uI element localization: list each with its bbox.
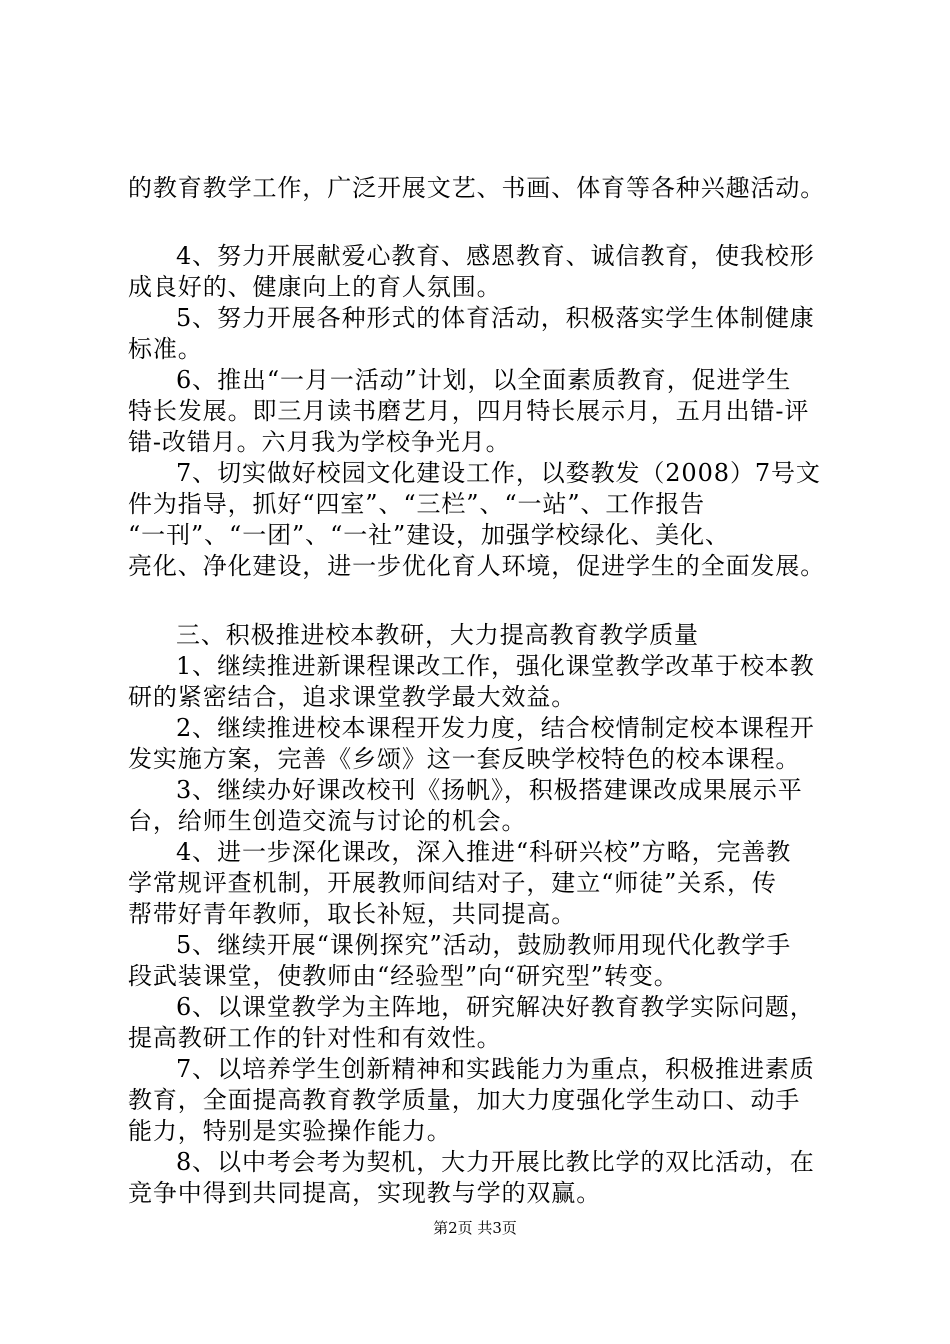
text-line: 学常规评查机制，开展教师间结对子，建立“师徒”关系，传 bbox=[128, 869, 777, 897]
text-line: 竞争中得到共同提高，实现教与学的双赢。 bbox=[128, 1179, 602, 1207]
text-line: 提高教研工作的针对性和有效性。 bbox=[128, 1024, 502, 1052]
text-line: “一刊”、“一团”、“一社”建设，加强学校绿化、美化、 bbox=[128, 521, 730, 549]
text-line: 1、继续推进新课程课改工作，强化课堂教学改革于校本教 bbox=[176, 652, 815, 680]
text-line: 成良好的、健康向上的育人氛围。 bbox=[128, 273, 502, 301]
text-line: 8、以中考会考为契机，大力开展比教比学的双比活动，在 bbox=[176, 1148, 815, 1176]
text-line: 5、努力开展各种形式的体育活动，积极落实学生体制健康 bbox=[176, 304, 815, 332]
text-line: 件为指导，抓好“四室”、“三栏”、“一站”、工作报告 bbox=[128, 490, 706, 518]
text-line: 特长发展。即三月读书磨艺月，四月特长展示月，五月出错-评 bbox=[128, 397, 810, 425]
text-line: 7、以培养学生创新精神和实践能力为重点，积极推进素质 bbox=[176, 1055, 815, 1083]
text-line: 台，给师生创造交流与讨论的机会。 bbox=[128, 807, 527, 835]
text-line: 6、推出“一月一活动”计划，以全面素质教育，促进学生 bbox=[176, 366, 792, 394]
text-line: 亮化、净化建设，进一步优化育人环境，促进学生的全面发展。 bbox=[128, 552, 826, 580]
text-line: 发实施方案，完善《乡颂》这一套反映学校特色的校本课程。 bbox=[128, 745, 801, 773]
text-line: 7、切实做好校园文化建设工作，以婺教发（2008）7号文 bbox=[176, 459, 821, 487]
text-line: 错-改错月。六月我为学校争光月。 bbox=[128, 428, 511, 456]
page-number-footer: 第2页 共3页 bbox=[433, 1219, 517, 1237]
text-line: 3、继续办好课改校刊《扬帆》，积极搭建课改成果展示平 bbox=[176, 776, 803, 804]
text-line: 标准。 bbox=[128, 335, 203, 363]
text-line: 教育，全面提高教育教学质量，加大力度强化学生动口、动手 bbox=[128, 1086, 801, 1114]
text-line: 段武装课堂，使教师由“经验型”向“研究型”转变。 bbox=[128, 962, 679, 990]
text-line: 5、继续开展“课例探究”活动，鼓励教师用现代化教学手 bbox=[176, 931, 792, 959]
text-line: 6、以课堂教学为主阵地，研究解决好教育教学实际问题， bbox=[176, 993, 815, 1021]
text-line: 研的紧密结合，追求课堂教学最大效益。 bbox=[128, 683, 577, 711]
text-line: 4、努力开展献爱心教育、感恩教育、诚信教育，使我校形 bbox=[176, 242, 815, 270]
text-line: 的教育教学工作，广泛开展文艺、书画、体育等各种兴趣活动。 bbox=[128, 174, 826, 202]
text-line: 能力，特别是实验操作能力。 bbox=[128, 1117, 452, 1145]
text-line: 4、进一步深化课改，深入推进“科研兴校”方略，完善教 bbox=[176, 838, 792, 866]
section-heading: 三、积极推进校本教研，大力提高教育教学质量 bbox=[176, 621, 699, 649]
text-line: 2、继续推进校本课程开发力度，结合校情制定校本课程开 bbox=[176, 714, 815, 742]
text-line: 帮带好青年教师，取长补短，共同提高。 bbox=[128, 900, 577, 928]
